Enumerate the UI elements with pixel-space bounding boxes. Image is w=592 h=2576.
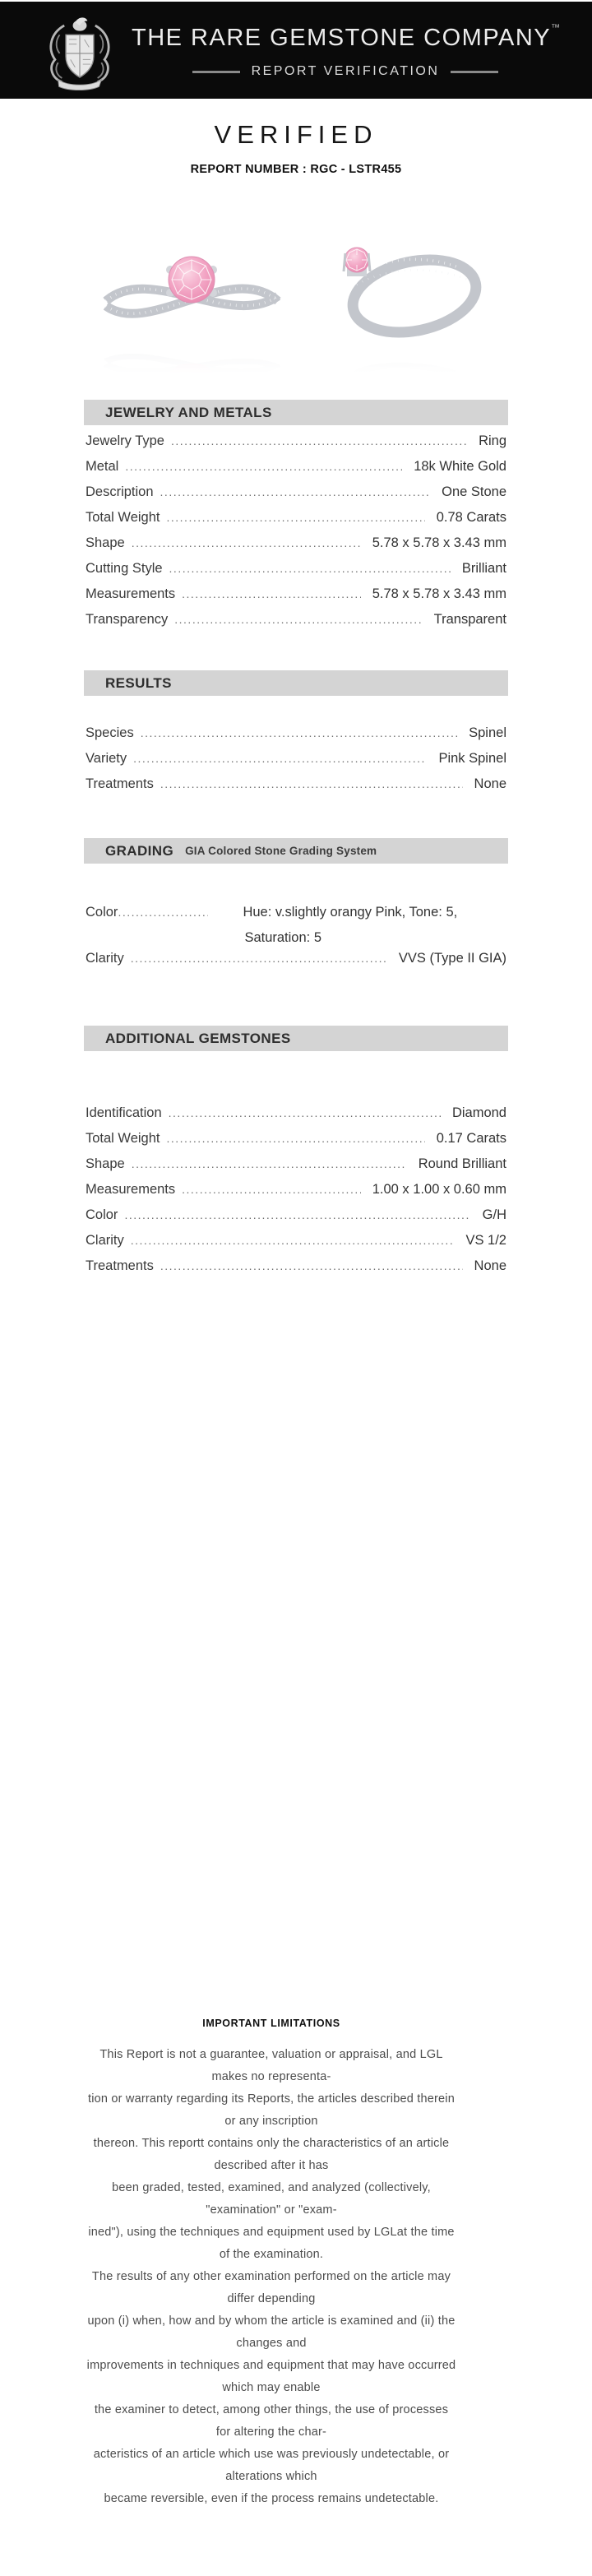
- ring-front-photo: [91, 204, 293, 373]
- dot-leader: [132, 1156, 407, 1173]
- field-row-color: [86, 900, 506, 951]
- field-value: 5.78 x 5.78 x 3.43 mm: [372, 586, 506, 601]
- field-value: VVS (Type II GIA): [398, 951, 506, 966]
- dot-leader: [160, 484, 431, 501]
- dot-leader: [167, 1131, 425, 1147]
- company-crest-icon: [41, 13, 118, 90]
- right-rule: [451, 71, 498, 73]
- report-verification-banner: [132, 64, 559, 79]
- report-header: [0, 0, 592, 99]
- color-grade-line2: Saturation: 5: [244, 930, 321, 945]
- report-body: [84, 400, 508, 1284]
- field-row-total-weight: [86, 1131, 506, 1156]
- ring-side-photo: [299, 204, 501, 373]
- field-row-clarity: [86, 951, 506, 976]
- field-value: 1.00 x 1.00 x 0.60 mm: [372, 1182, 506, 1197]
- field-label: Measurements: [86, 586, 176, 601]
- field-value: One Stone: [442, 484, 506, 499]
- field-label: Variety: [86, 751, 127, 766]
- field-value: Round Brilliant: [418, 1156, 506, 1171]
- field-row-variety: [86, 751, 506, 776]
- field-row-jewelry-type: [86, 433, 506, 459]
- field-row-measurements: [86, 586, 506, 612]
- blank-area: [0, 1284, 592, 2018]
- dot-leader: [131, 1233, 455, 1249]
- results-rows: [84, 725, 508, 802]
- dot-leader: [124, 1207, 470, 1224]
- color-grade-line1: Hue: v.slightly orangy Pink, Tone: 5,: [243, 905, 458, 920]
- field-label: Metal: [86, 459, 119, 474]
- dot-leader: [169, 561, 451, 577]
- limitations-line: been graded, tested, examined, and analyzed (collectively, "examination" or "exam-: [112, 2181, 431, 2217]
- field-label: Jewelry Type: [86, 433, 164, 448]
- field-row-identification: [86, 1105, 506, 1131]
- dot-leader: [182, 1182, 361, 1198]
- field-value: None: [474, 1258, 506, 1273]
- limitations-line: the examiner to detect, among other things, the use of processes for altering the char-: [94, 2403, 449, 2439]
- field-row-cutting-style: [86, 561, 506, 586]
- field-row-species: [86, 725, 506, 751]
- field-label: Shape: [86, 1156, 125, 1171]
- section-title: GRADING: [105, 842, 174, 859]
- field-label: Description: [86, 484, 154, 499]
- section-header-results: [84, 670, 508, 696]
- field-value: 5.78 x 5.78 x 3.43 mm: [372, 535, 506, 550]
- field-value: Ring: [479, 433, 506, 448]
- section-header-grading: [84, 838, 508, 864]
- field-row-shape: [86, 1156, 506, 1182]
- verified-status: VERIFIED: [214, 120, 378, 149]
- field-label: Shape: [86, 535, 125, 550]
- field-label: Color: [86, 1207, 118, 1222]
- limitations-line: This Report is not a guarantee, valuation or appraisal, and LGL makes no representa-: [99, 2048, 443, 2083]
- field-value: Diamond: [451, 1105, 506, 1120]
- field-row-shape: [86, 535, 506, 561]
- field-label: Cutting Style: [86, 561, 163, 576]
- dot-leader: [160, 1258, 463, 1275]
- field-label: Total Weight: [86, 510, 160, 525]
- dot-leader: [141, 725, 457, 742]
- field-label: Treatments: [86, 1258, 154, 1273]
- limitations-line: improvements in techniques and equipment that may have occurred which may enable: [86, 2359, 456, 2394]
- report-number: REPORT NUMBER : RGC - LSTR455: [190, 163, 402, 176]
- report-verification-label: REPORT VERIFICATION: [251, 64, 440, 78]
- field-value: Pink Spinel: [438, 751, 506, 766]
- limitations-line: tion or warranty regarding its Reports, the articles described therein or any inscription: [88, 2092, 455, 2128]
- dot-leader: [167, 510, 425, 526]
- company-name-text: THE RARE GEMSTONE COMPANY: [132, 25, 552, 51]
- field-value: Spinel: [469, 725, 506, 740]
- additional-gemstones-rows: [84, 1105, 508, 1284]
- field-value: 0.17 Carats: [436, 1131, 506, 1146]
- limitations-line: upon (i) when, how and by whom the article is examined and (ii) the changes and: [87, 2314, 456, 2350]
- field-row-color: [86, 1207, 506, 1233]
- dot-leader: [174, 612, 422, 628]
- field-label: Species: [86, 725, 134, 740]
- dot-leader: [171, 433, 467, 450]
- field-label: Measurements: [86, 1182, 176, 1197]
- field-value: 18k White Gold: [414, 459, 506, 474]
- field-label: Color: [86, 905, 118, 920]
- section-header-additional-gemstones: [84, 1026, 508, 1051]
- field-row-measurements: [86, 1182, 506, 1207]
- field-label: Identification: [86, 1105, 162, 1120]
- important-limitations: [86, 2018, 457, 2576]
- dot-leader: [118, 905, 208, 921]
- section-title: JEWELRY AND METALS: [105, 404, 272, 420]
- dot-leader: [169, 1105, 441, 1122]
- field-value: None: [474, 776, 506, 791]
- limitations-line: ined"), using the techniques and equipment used by LGLat the time of the examination.: [88, 2226, 455, 2261]
- dot-leader: [131, 951, 387, 967]
- field-value: G/H: [482, 1207, 506, 1222]
- dot-leader: [132, 535, 361, 552]
- field-value: VS 1/2: [465, 1233, 506, 1248]
- dot-leader: [125, 459, 402, 475]
- field-row-transparency: [86, 612, 506, 637]
- field-row-treatments: [86, 1258, 506, 1284]
- dot-leader: [160, 776, 463, 793]
- limitations-line: The results of any other examination performed on the article may differ depending: [91, 2270, 451, 2305]
- limitations-line: acteristics of an article which use was previously undetectable, or alterations which: [93, 2448, 450, 2483]
- field-row-total-weight: [86, 510, 506, 535]
- limitations-heading: IMPORTANT LIMITATIONS: [202, 2018, 340, 2029]
- dot-leader: [133, 751, 427, 767]
- field-label: Total Weight: [86, 1131, 160, 1146]
- field-value: 0.78 Carats: [436, 510, 506, 525]
- company-name: [132, 23, 559, 52]
- section-title: RESULTS: [105, 674, 172, 691]
- field-value: Transparent: [433, 612, 506, 627]
- field-row-clarity: [86, 1233, 506, 1258]
- limitations-line: became reversible, even if the process remains undetectable.: [104, 2492, 439, 2505]
- section-title: ADDITIONAL GEMSTONES: [105, 1030, 291, 1046]
- jewelry-and-metals-rows: [84, 433, 508, 637]
- ring-photos: [0, 204, 592, 373]
- color-grade-value: [243, 900, 457, 951]
- left-rule: [192, 71, 240, 73]
- field-value: Brilliant: [461, 561, 506, 576]
- field-label: Clarity: [86, 951, 124, 966]
- limitations-line: thereon. This reportt contains only the characteristics of an article described after it has: [93, 2137, 450, 2172]
- section-header-jewelry-and-metals: [84, 400, 508, 425]
- grading-system-label: GIA Colored Stone Grading System: [185, 845, 377, 857]
- field-row-treatments: [86, 776, 506, 802]
- field-row-metal: [86, 459, 506, 484]
- field-label: Transparency: [86, 612, 169, 627]
- dot-leader: [182, 586, 361, 603]
- field-label: Treatments: [86, 776, 154, 791]
- grading-rows: [84, 900, 508, 976]
- field-row-description: [86, 484, 506, 510]
- trademark-symbol: ™: [551, 23, 561, 33]
- field-label: Clarity: [86, 1233, 124, 1248]
